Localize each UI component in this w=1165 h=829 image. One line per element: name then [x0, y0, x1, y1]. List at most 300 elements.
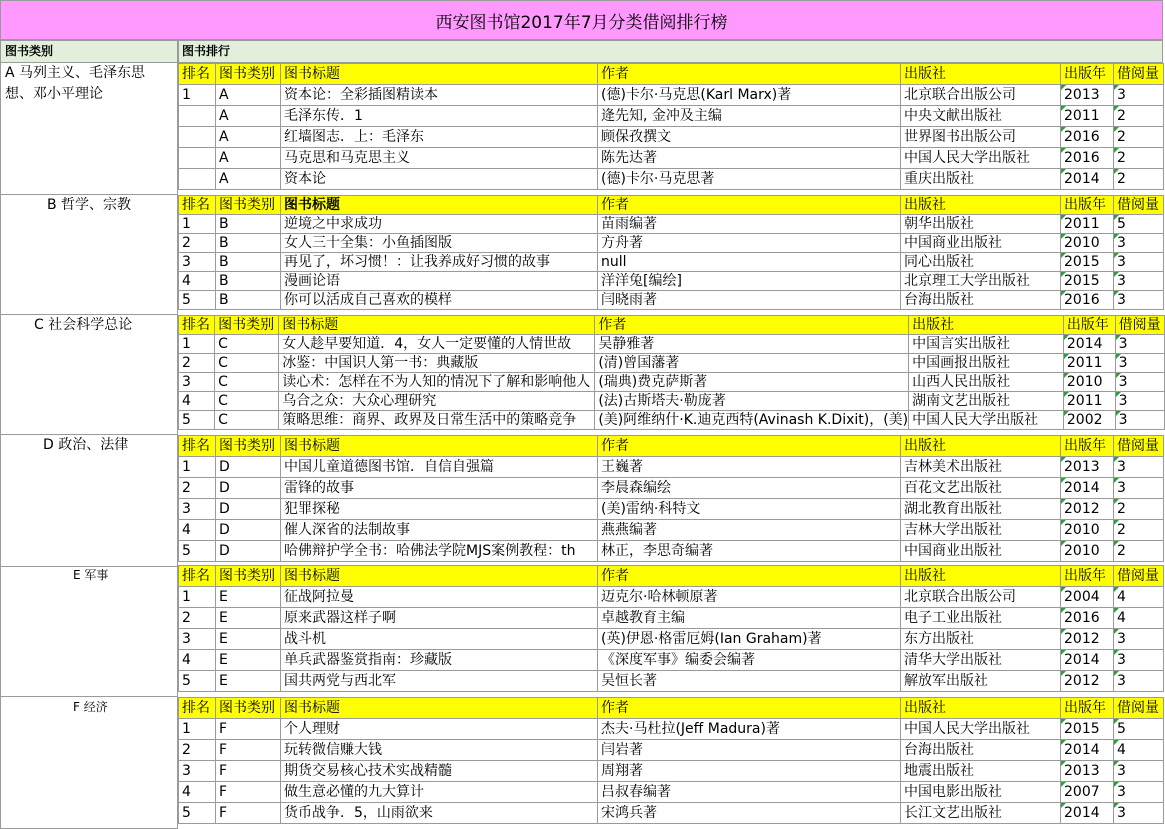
- cell-year: 2010: [1063, 373, 1115, 392]
- cell-rank: 2: [179, 740, 216, 761]
- cell-author: (英)伊恩·格雷厄姆(Ian Graham)著: [598, 629, 901, 650]
- column-header-category: 图书类别: [216, 64, 281, 85]
- column-header-loans: 借阅量: [1114, 436, 1164, 457]
- cell-title: 国共两党与西北军: [281, 671, 598, 692]
- column-header-rank: 排名: [179, 698, 216, 719]
- column-header-loans: 借阅量: [1114, 64, 1164, 85]
- column-header-category: 图书类别: [215, 316, 279, 335]
- table-row: [179, 148, 1164, 169]
- cell-year: 2011: [1061, 215, 1114, 234]
- table-header-row: [179, 64, 1164, 85]
- cell-author: 宋鸿兵著: [598, 803, 901, 824]
- cell-loans: 3: [1114, 457, 1164, 478]
- cell-title: 资本论: [281, 169, 598, 190]
- cell-category: D: [216, 541, 281, 562]
- table-header-row: [179, 566, 1164, 587]
- cell-publisher: 中国商业出版社: [901, 234, 1061, 253]
- cell-title: 冰鉴：中国识人第一书：典藏版: [279, 354, 595, 373]
- table-row: [179, 457, 1164, 478]
- cell-category: C: [215, 354, 279, 373]
- cell-author: (美)雷纳·科特文: [598, 499, 901, 520]
- column-header-year: 出版年: [1061, 566, 1114, 587]
- cell-category: B: [216, 234, 281, 253]
- cell-year: 2013: [1061, 457, 1114, 478]
- cell-title: 策略思维：商界、政界及日常生活中的策略竞争: [279, 411, 595, 430]
- cell-loans: 3: [1115, 392, 1164, 411]
- ranking-table: [178, 315, 1165, 430]
- cell-publisher: 吉林大学出版社: [901, 520, 1061, 541]
- cell-loans: 3: [1114, 782, 1164, 803]
- cell-category: C: [215, 411, 279, 430]
- ranking-table: [178, 697, 1164, 824]
- table-row: [179, 253, 1164, 272]
- column-header-publisher: 出版社: [901, 566, 1061, 587]
- cell-year: 2015: [1061, 253, 1114, 272]
- cell-category: B: [216, 215, 281, 234]
- cell-rank: 3: [179, 253, 216, 272]
- cell-title: 原来武器这样子啊: [281, 608, 598, 629]
- cell-year: 2010: [1061, 234, 1114, 253]
- cell-category: F: [216, 761, 281, 782]
- column-header-category: 图书类别: [216, 698, 281, 719]
- cell-publisher: 世界图书出版公司: [901, 127, 1061, 148]
- cell-category: A: [216, 85, 281, 106]
- cell-category: A: [216, 169, 281, 190]
- cell-category: E: [216, 587, 281, 608]
- cell-loans: 3: [1114, 803, 1164, 824]
- cell-publisher: 中国人民大学出版社: [901, 148, 1061, 169]
- cell-author: 迈克尔·哈林顿原著: [598, 587, 901, 608]
- cell-author: 吴静雅著: [595, 335, 909, 354]
- table-row: [179, 499, 1164, 520]
- column-header-loans: 借阅量: [1115, 316, 1164, 335]
- page-title: 西安图书馆2017年7月分类借阅排行榜: [0, 0, 1163, 40]
- column-header-rank: 排名: [179, 436, 216, 457]
- cell-publisher: 湖南文艺出版社: [909, 392, 1064, 411]
- column-header-category: 图书类别: [216, 196, 281, 215]
- table-row: [179, 373, 1165, 392]
- category-cell: F 经济: [0, 697, 178, 829]
- cell-loans: 2: [1114, 148, 1164, 169]
- cell-publisher: 吉林美术出版社: [901, 457, 1061, 478]
- column-header-publisher: 出版社: [909, 316, 1064, 335]
- cell-category: C: [215, 373, 279, 392]
- cell-title: 红墙图志．上：毛泽东: [281, 127, 598, 148]
- cell-category: F: [216, 719, 281, 740]
- cell-loans: 4: [1114, 608, 1164, 629]
- cell-author: 苗雨编著: [598, 215, 901, 234]
- column-header-loans: 借阅量: [1114, 698, 1164, 719]
- cell-author: 杰夫·马杜拉(Jeff Madura)著: [598, 719, 901, 740]
- cell-title: 读心术：怎样在不为人知的情况下了解和影响他人: [279, 373, 595, 392]
- cell-loans: 3: [1115, 354, 1164, 373]
- table-row: [179, 106, 1164, 127]
- cell-year: 2011: [1063, 354, 1115, 373]
- cell-publisher: 朝华出版社: [901, 215, 1061, 234]
- column-header-year: 出版年: [1061, 64, 1114, 85]
- column-header-publisher: 出版社: [901, 698, 1061, 719]
- cell-year: 2014: [1061, 169, 1114, 190]
- column-header-publisher: 出版社: [901, 436, 1061, 457]
- cell-loans: 3: [1114, 291, 1164, 310]
- cell-author: 吕叔春编著: [598, 782, 901, 803]
- cell-loans: 4: [1114, 587, 1164, 608]
- ranking-table: [178, 435, 1164, 562]
- cell-loans: 2: [1114, 541, 1164, 562]
- cell-year: 2013: [1061, 761, 1114, 782]
- cell-year: 2012: [1061, 629, 1114, 650]
- cell-title: 征战阿拉曼: [281, 587, 598, 608]
- cell-category: F: [216, 803, 281, 824]
- column-header-rank: 排名: [179, 196, 216, 215]
- column-header-author: 作者: [598, 196, 901, 215]
- cell-category: E: [216, 671, 281, 692]
- cell-author: 王巍著: [598, 457, 901, 478]
- table-row: [179, 671, 1164, 692]
- cell-loans: 3: [1115, 373, 1164, 392]
- table-row: [179, 761, 1164, 782]
- table-row: [179, 291, 1164, 310]
- cell-publisher: 山西人民出版社: [909, 373, 1064, 392]
- cell-publisher: 地震出版社: [901, 761, 1061, 782]
- cell-category: C: [215, 392, 279, 411]
- cell-title: 哈佛辩护学全书：哈佛法学院MJS案例教程：th: [281, 541, 598, 562]
- cell-rank: 2: [179, 608, 216, 629]
- cell-loans: 2: [1114, 169, 1164, 190]
- cell-publisher: 中国人民大学出版社: [901, 719, 1061, 740]
- cell-year: 2014: [1061, 803, 1114, 824]
- cell-category: C: [215, 335, 279, 354]
- category-cell: A 马列主义、毛泽东思想、邓小平理论: [0, 63, 178, 195]
- cell-publisher: 北京理工大学出版社: [901, 272, 1061, 291]
- cell-rank: 4: [179, 650, 216, 671]
- cell-author: (美)阿维纳什·K.迪克西特(Avinash K.Dixit)，(美): [595, 411, 909, 430]
- cell-loans: 3: [1115, 411, 1164, 430]
- cell-loans: 3: [1114, 650, 1164, 671]
- column-header-author: 作者: [598, 566, 901, 587]
- cell-author: (德)卡尔·马克思著: [598, 169, 901, 190]
- table-row: [179, 587, 1164, 608]
- column-header-year: 出版年: [1061, 196, 1114, 215]
- cell-rank: 1: [179, 719, 216, 740]
- cell-publisher: 清华大学出版社: [901, 650, 1061, 671]
- column-header-category: 图书类别: [216, 436, 281, 457]
- cell-category: D: [216, 478, 281, 499]
- cell-title: 女人三十全集：小鱼插图版: [281, 234, 598, 253]
- cell-loans: 3: [1114, 629, 1164, 650]
- cell-category: A: [216, 127, 281, 148]
- cell-author: 方舟著: [598, 234, 901, 253]
- cell-category: A: [216, 106, 281, 127]
- cell-author: 洋洋兔[编绘]: [598, 272, 901, 291]
- table-row: [179, 478, 1164, 499]
- column-header-loans: 借阅量: [1114, 566, 1164, 587]
- cell-author: (清)曾国藩著: [595, 354, 909, 373]
- cell-title: 中国儿童道德图书馆．自信自强篇: [281, 457, 598, 478]
- cell-rank: 1: [179, 85, 216, 106]
- column-header-title: 图书标题: [281, 566, 598, 587]
- cell-year: 2015: [1061, 719, 1114, 740]
- cell-title: 期货交易核心技术实战精髓: [281, 761, 598, 782]
- cell-author: 林正，李思奇编著: [598, 541, 901, 562]
- cell-publisher: 台海出版社: [901, 291, 1061, 310]
- table-header-row: [179, 316, 1165, 335]
- cell-year: 2014: [1063, 335, 1115, 354]
- table-row: [179, 354, 1165, 373]
- cell-loans: 2: [1114, 499, 1164, 520]
- cell-year: 2011: [1061, 106, 1114, 127]
- cell-loans: 3: [1114, 272, 1164, 291]
- cell-category: D: [216, 520, 281, 541]
- cell-year: 2004: [1061, 587, 1114, 608]
- cell-rank: 3: [179, 629, 216, 650]
- cell-rank: [179, 127, 216, 148]
- cell-category: E: [216, 608, 281, 629]
- column-header-publisher: 出版社: [901, 196, 1061, 215]
- category-cell: D 政治、法律: [0, 435, 178, 567]
- cell-rank: 5: [179, 671, 216, 692]
- cell-rank: 3: [179, 761, 216, 782]
- cell-rank: 1: [179, 335, 215, 354]
- ranking-table: [178, 565, 1164, 692]
- cell-year: 2014: [1061, 740, 1114, 761]
- cell-title: 催人深省的法制故事: [281, 520, 598, 541]
- table-row: [179, 335, 1165, 354]
- cell-category: F: [216, 740, 281, 761]
- cell-author: 《深度军事》编委会编著: [598, 650, 901, 671]
- cell-rank: [179, 148, 216, 169]
- cell-publisher: 中国画报出版社: [909, 354, 1064, 373]
- cell-publisher: 百花文艺出版社: [901, 478, 1061, 499]
- table-row: [179, 85, 1164, 106]
- cell-loans: 5: [1114, 215, 1164, 234]
- column-header-loans: 借阅量: [1114, 196, 1164, 215]
- cell-loans: 3: [1114, 761, 1164, 782]
- cell-title: 资本论：全彩插图精读本: [281, 85, 598, 106]
- table-row: [179, 169, 1164, 190]
- cell-publisher: 中国电影出版社: [901, 782, 1061, 803]
- cell-rank: 4: [179, 272, 216, 291]
- cell-title: 女人趁早要知道．4，女人一定要懂的人情世故: [279, 335, 595, 354]
- cell-loans: 3: [1115, 335, 1164, 354]
- cell-author: null: [598, 253, 901, 272]
- cell-loans: 4: [1114, 740, 1164, 761]
- category-header: 图书类别: [0, 40, 178, 63]
- cell-title: 漫画论语: [281, 272, 598, 291]
- cell-publisher: 中国言实出版社: [909, 335, 1064, 354]
- cell-year: 2011: [1063, 392, 1115, 411]
- cell-loans: 2: [1114, 127, 1164, 148]
- cell-title: 做生意必懂的九大算计: [281, 782, 598, 803]
- table-row: [179, 215, 1164, 234]
- column-header-author: 作者: [598, 436, 901, 457]
- table-header-row: [179, 196, 1164, 215]
- table-row: [179, 541, 1164, 562]
- table-row: [179, 411, 1165, 430]
- category-cell: C 社会科学总论: [0, 315, 178, 435]
- cell-title: 毛泽东传．1: [281, 106, 598, 127]
- table-row: [179, 740, 1164, 761]
- cell-rank: 2: [179, 234, 216, 253]
- cell-title: 乌合之众：大众心理研究: [279, 392, 595, 411]
- cell-category: B: [216, 253, 281, 272]
- cell-author: (德)卡尔·马克思(Karl Marx)著: [598, 85, 901, 106]
- cell-year: 2014: [1061, 650, 1114, 671]
- cell-year: 2016: [1061, 148, 1114, 169]
- column-header-category: 图书类别: [216, 566, 281, 587]
- cell-publisher: 北京联合出版公司: [901, 587, 1061, 608]
- cell-author: 李晨森编绘: [598, 478, 901, 499]
- cell-title: 逆境之中求成功: [281, 215, 598, 234]
- column-header-rank: 排名: [179, 316, 215, 335]
- column-header-title: 图书标题: [279, 316, 595, 335]
- column-header-publisher: 出版社: [901, 64, 1061, 85]
- cell-loans: 3: [1114, 671, 1164, 692]
- cell-rank: 5: [179, 291, 216, 310]
- column-header-title: 图书标题: [281, 436, 598, 457]
- cell-title: 战斗机: [281, 629, 598, 650]
- cell-category: D: [216, 457, 281, 478]
- column-header-title: 图书标题: [281, 698, 598, 719]
- cell-author: 燕燕编著: [598, 520, 901, 541]
- cell-category: F: [216, 782, 281, 803]
- cell-category: D: [216, 499, 281, 520]
- cell-author: 周翔著: [598, 761, 901, 782]
- cell-publisher: 电子工业出版社: [901, 608, 1061, 629]
- cell-publisher: 中国人民大学出版社: [909, 411, 1064, 430]
- cell-year: 2016: [1061, 127, 1114, 148]
- cell-rank: 2: [179, 354, 215, 373]
- cell-loans: 2: [1114, 520, 1164, 541]
- cell-publisher: 解放军出版社: [901, 671, 1061, 692]
- cell-rank: 1: [179, 457, 216, 478]
- cell-author: 闫岩著: [598, 740, 901, 761]
- cell-year: 2012: [1061, 499, 1114, 520]
- cell-title: 再见了，坏习惯！：让我养成好习惯的故事: [281, 253, 598, 272]
- cell-author: 陈先达著: [598, 148, 901, 169]
- cell-publisher: 台海出版社: [901, 740, 1061, 761]
- column-header-rank: 排名: [179, 566, 216, 587]
- table-row: [179, 719, 1164, 740]
- table-row: [179, 520, 1164, 541]
- cell-rank: 1: [179, 215, 216, 234]
- cell-year: 2012: [1061, 671, 1114, 692]
- cell-publisher: 重庆出版社: [901, 169, 1061, 190]
- table-row: [179, 272, 1164, 291]
- cell-rank: 4: [179, 392, 215, 411]
- column-header-title: 图书标题: [281, 196, 598, 215]
- cell-rank: 4: [179, 520, 216, 541]
- table-row: [179, 392, 1165, 411]
- table-row: [179, 803, 1164, 824]
- cell-rank: 4: [179, 782, 216, 803]
- cell-publisher: 东方出版社: [901, 629, 1061, 650]
- cell-author: 顾保孜撰文: [598, 127, 901, 148]
- cell-publisher: 中央文献出版社: [901, 106, 1061, 127]
- category-cell: B 哲学、宗教: [0, 195, 178, 315]
- ranking-table: [178, 195, 1164, 310]
- table-row: [179, 127, 1164, 148]
- cell-publisher: 中国商业出版社: [901, 541, 1061, 562]
- cell-publisher: 北京联合出版公司: [901, 85, 1061, 106]
- cell-title: 犯罪探秘: [281, 499, 598, 520]
- cell-publisher: 长江文艺出版社: [901, 803, 1061, 824]
- cell-title: 货币战争．5，山雨欲来: [281, 803, 598, 824]
- cell-rank: 5: [179, 411, 215, 430]
- cell-title: 玩转微信赚大钱: [281, 740, 598, 761]
- cell-loans: 2: [1114, 106, 1164, 127]
- cell-publisher: 湖北教育出版社: [901, 499, 1061, 520]
- cell-year: 2010: [1061, 520, 1114, 541]
- ranking-header: 图书排行: [178, 40, 1163, 63]
- cell-year: 2016: [1061, 291, 1114, 310]
- cell-author: 吴恒长著: [598, 671, 901, 692]
- cell-loans: 3: [1114, 478, 1164, 499]
- cell-year: 2002: [1063, 411, 1115, 430]
- cell-category: B: [216, 272, 281, 291]
- cell-category: E: [216, 629, 281, 650]
- cell-loans: 5: [1114, 719, 1164, 740]
- cell-rank: 3: [179, 499, 216, 520]
- cell-year: 2015: [1061, 272, 1114, 291]
- cell-rank: 3: [179, 373, 215, 392]
- cell-publisher: 同心出版社: [901, 253, 1061, 272]
- cell-author: (法)古斯塔夫·勒庞著: [595, 392, 909, 411]
- column-header-year: 出版年: [1061, 436, 1114, 457]
- cell-rank: 2: [179, 478, 216, 499]
- table-header-row: [179, 436, 1164, 457]
- cell-year: 2007: [1061, 782, 1114, 803]
- cell-title: 马克思和马克思主义: [281, 148, 598, 169]
- cell-year: 2010: [1061, 541, 1114, 562]
- category-cell: E 军事: [0, 565, 178, 697]
- cell-year: 2013: [1061, 85, 1114, 106]
- cell-title: 雷锋的故事: [281, 478, 598, 499]
- cell-year: 2016: [1061, 608, 1114, 629]
- ranking-table: [178, 63, 1164, 190]
- cell-category: B: [216, 291, 281, 310]
- table-row: [179, 650, 1164, 671]
- cell-rank: 5: [179, 803, 216, 824]
- cell-rank: [179, 106, 216, 127]
- cell-title: 个人理财: [281, 719, 598, 740]
- table-row: [179, 608, 1164, 629]
- cell-title: 你可以活成自己喜欢的模样: [281, 291, 598, 310]
- column-header-author: 作者: [598, 698, 901, 719]
- column-header-author: 作者: [595, 316, 909, 335]
- table-row: [179, 234, 1164, 253]
- table-row: [179, 629, 1164, 650]
- cell-rank: 1: [179, 587, 216, 608]
- column-header-year: 出版年: [1063, 316, 1115, 335]
- cell-category: E: [216, 650, 281, 671]
- cell-rank: [179, 169, 216, 190]
- cell-title: 单兵武器鉴赏指南：珍藏版: [281, 650, 598, 671]
- table-row: [179, 782, 1164, 803]
- cell-rank: 5: [179, 541, 216, 562]
- cell-loans: 3: [1114, 85, 1164, 106]
- column-header-rank: 排名: [179, 64, 216, 85]
- column-header-year: 出版年: [1061, 698, 1114, 719]
- cell-loans: 3: [1114, 234, 1164, 253]
- column-header-author: 作者: [598, 64, 901, 85]
- cell-category: A: [216, 148, 281, 169]
- cell-year: 2014: [1061, 478, 1114, 499]
- cell-author: (瑞典)费克萨斯著: [595, 373, 909, 392]
- cell-author: 闫晓雨著: [598, 291, 901, 310]
- column-header-title: 图书标题: [281, 64, 598, 85]
- cell-author: 逄先知, 金冲及主编: [598, 106, 901, 127]
